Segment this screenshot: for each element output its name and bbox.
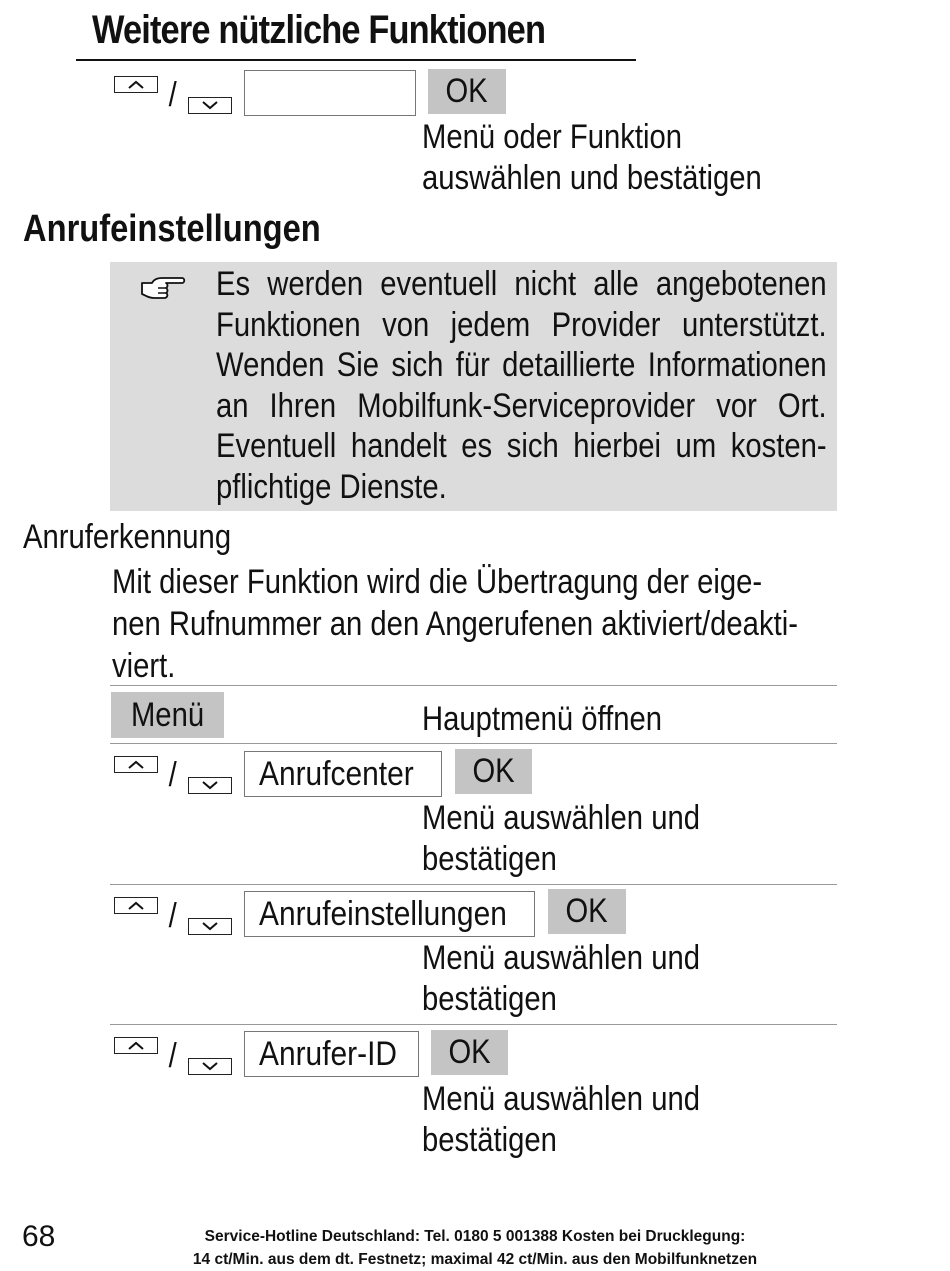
step-description-line: Menü auswählen und (422, 939, 700, 977)
row-divider (110, 884, 837, 885)
up-key[interactable] (114, 897, 158, 914)
chevron-up-icon (127, 1041, 145, 1050)
body-text (112, 561, 798, 687)
chevron-down-icon (201, 781, 219, 790)
step-description-line: Menü auswählen und (422, 799, 700, 837)
row-divider (110, 1024, 837, 1025)
down-key[interactable] (188, 1058, 232, 1075)
footer-hotline (95, 1225, 855, 1271)
ok-button[interactable] (431, 1030, 508, 1075)
note-line: Wenden Sie sich für detaillierte Informationen (216, 346, 827, 385)
ok-button-label: OK (445, 72, 489, 110)
page-title: Weitere nützliche Funktionen (92, 8, 546, 52)
step-description-line: auswählen und bestätigen (422, 159, 762, 197)
ok-button[interactable] (455, 749, 532, 794)
note-line: Eventuell handelt es sich hierbei um kosten- (216, 427, 827, 466)
display-field-value: Anrufcenter (259, 755, 414, 793)
display-field-value: Anrufer-ID (259, 1035, 398, 1073)
ok-button[interactable] (548, 889, 626, 934)
chevron-down-icon (201, 1062, 219, 1071)
slash-separator: / (168, 897, 177, 935)
step-description (422, 699, 662, 740)
note-line: an Ihren Mobilfunk-Serviceprovider vor Ort. (216, 386, 827, 425)
ok-button-label: OK (472, 752, 515, 790)
slash-separator: / (168, 1037, 177, 1075)
down-key[interactable] (188, 918, 232, 935)
chevron-up-icon (127, 760, 145, 769)
page-number: 68 (22, 1220, 56, 1253)
up-key[interactable] (114, 76, 158, 93)
footer-line: Service-Hotline Deutschland: Tel. 0180 5 001388 Kosten bei Drucklegung: (204, 1228, 746, 1245)
down-key[interactable] (188, 777, 232, 794)
row-divider (110, 743, 837, 744)
row-divider (110, 685, 837, 686)
slash-separator: / (168, 76, 177, 114)
footer-line: 14 ct/Min. aus dem dt. Festnetz; maximal 42 ct/Min. aus den Mobilfunknetzen (192, 1251, 758, 1268)
step-description (422, 798, 700, 880)
pointing-hand-icon (140, 276, 186, 307)
step-description-line: Menü oder Funktion (422, 118, 683, 156)
down-key[interactable] (188, 97, 232, 114)
step-description-line: bestätigen (422, 1121, 557, 1159)
display-field-value: Anrufeinstellungen (259, 895, 507, 933)
step-description (422, 1079, 700, 1161)
step-description (422, 938, 700, 1020)
ok-button[interactable] (428, 69, 506, 114)
ok-button-label: OK (565, 892, 609, 930)
chevron-down-icon (201, 922, 219, 931)
body-line: viert. (112, 647, 176, 685)
chevron-up-icon (127, 80, 145, 89)
ok-button-label: OK (448, 1033, 491, 1071)
menu-button[interactable] (111, 692, 224, 738)
body-line: Mit dieser Funktion wird die Übertragung der eige- (112, 563, 763, 601)
step-description-line: Menü auswählen und (422, 1080, 700, 1118)
up-key[interactable] (114, 756, 158, 773)
step-description-line: bestätigen (422, 980, 557, 1018)
note-line: Funktionen von jedem Provider unterstützt. (216, 305, 827, 344)
subsection-heading: Anruferkennung (23, 518, 232, 556)
display-field (244, 751, 442, 797)
body-line: nen Rufnummer an den Angerufenen aktiviert/deakti- (112, 605, 798, 643)
step-description-line: Hauptmenü öffnen (422, 700, 663, 738)
note-text (216, 264, 827, 508)
display-field (244, 70, 416, 116)
up-key[interactable] (114, 1037, 158, 1054)
note-line: Es werden eventuell nicht alle angebotenen (216, 265, 827, 303)
menu-button-label: Menü (130, 696, 205, 734)
slash-separator: / (168, 756, 177, 794)
step-description-line: bestätigen (422, 840, 557, 878)
note-line: pflichtige Dienste. (216, 467, 447, 506)
display-field (244, 1031, 419, 1077)
section-heading: Anrufeinstellungen (23, 208, 321, 250)
chevron-down-icon (201, 101, 219, 110)
title-divider (76, 59, 636, 61)
display-field (244, 891, 535, 937)
chevron-up-icon (127, 901, 145, 910)
step-description (422, 117, 762, 199)
